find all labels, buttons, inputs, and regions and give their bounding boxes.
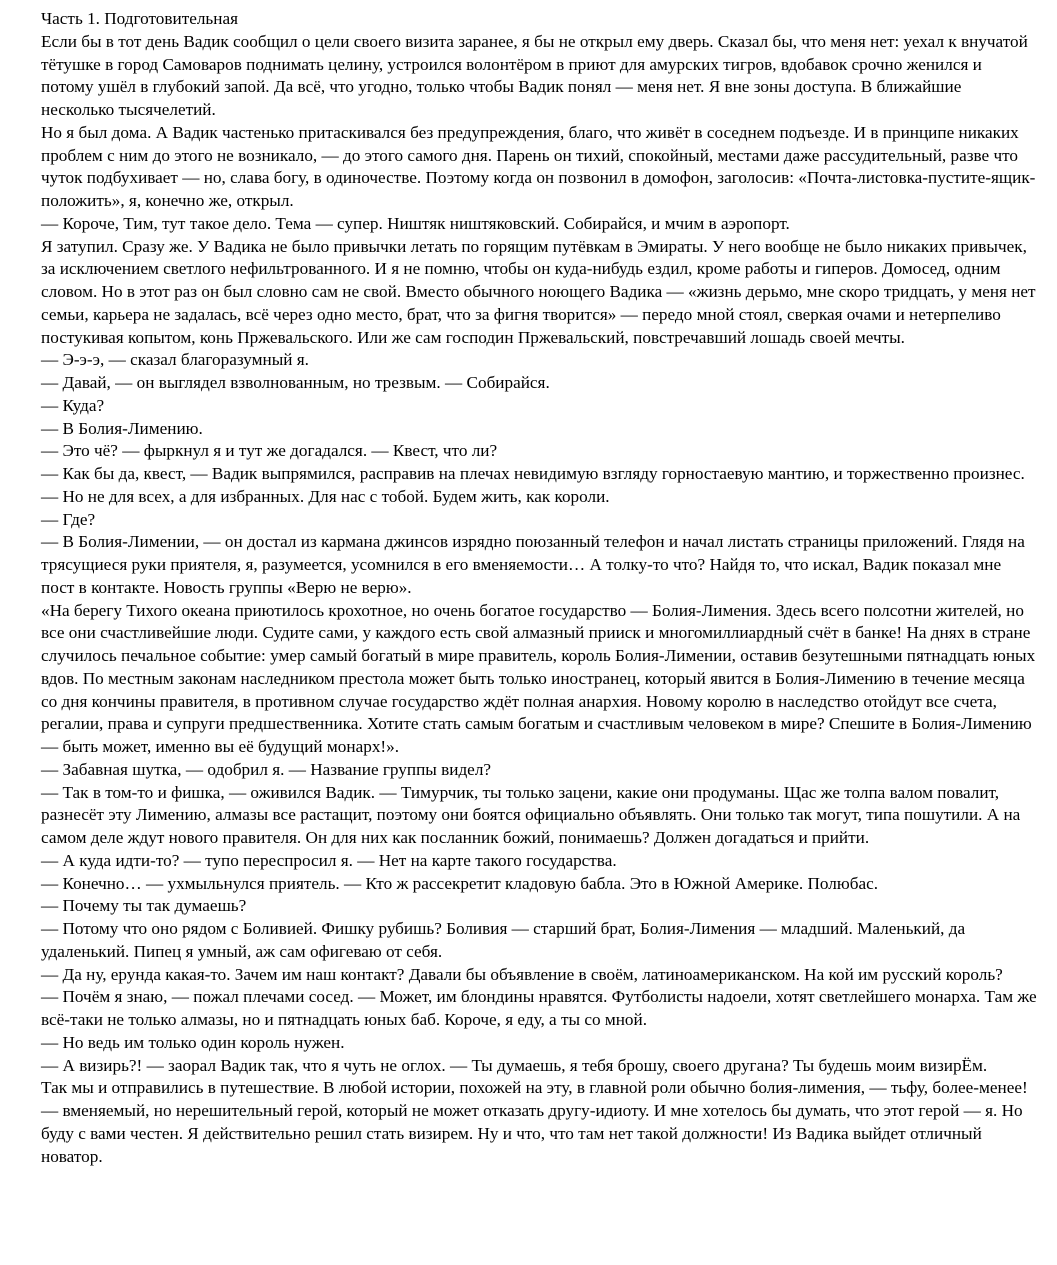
paragraph: — Забавная шутка, — одобрил я. — Название группы видел? — [41, 759, 492, 779]
paragraph: — Короче, Тим, тут такое дело. Тема — супер. Ништяк ништяковский. Собирайся, и мчим в аэропорт. — [41, 213, 790, 233]
paragraph: — Конечно… — ухмыльнулся приятель. — Кто ж рассекретит кладовую бабла. Это в Южной Америке. Полюбас. — [41, 873, 879, 893]
paragraph: — Да ну, ерунда какая-то. Зачем им наш контакт? Давали бы объявление в своём, латиноамериканском. На кой им русский король? — [41, 964, 1003, 984]
paragraph: — А визирь?! — заорал Вадик так, что я чуть не оглох. — Ты думаешь, я тебя брошу, своего другана? Ты будешь моим визирЁм. — [41, 1055, 988, 1075]
paragraph: — Это чё? — фыркнул я и тут же догадался. — Квест, что ли? — [41, 441, 498, 461]
paragraph: Я затупил. Сразу же. У Вадика не было привычки летать по горящим путёвкам в Эмираты. У него вообще не было никаких привычек, за исключением светлого нефильтрованного. И я не помню, чтобы он куда-нибудь ездил, кроме работы и гиперов. Домосед, одним словом. Но в этот раз он был словно сам не свой. Вместо обычного ноющего Вадика — «жизнь дерьмо, мне скоро тридцать, у меня нет семьи, карьера не задалась, всё через одно место, брат, что за фигня творится» — передо мной стоял, сверкая очами и нетерпеливо постукивая копытом, конь Пржевальского. Или же сам господин Пржевальский, повстречавший лошадь своей мечты. — [41, 236, 1036, 347]
paragraph: — Э-э-э, — сказал благоразумный я. — [41, 350, 309, 370]
paragraph: — Почём я знаю, — пожал плечами сосед. — Может, им блондины нравятся. Футболисты надоели, хотят светлейшего монарха. Там же всё-таки не только алмазы, но и пятнадцать юных баб. Короче, я еду, а ты со мной. — [41, 987, 1037, 1029]
paragraph: Так мы и отправились в путешествие. В любой истории, похожей на эту, в главной роли обычно болия-лимения, — тьфу, более-менее! — вменяемый, но нерешительный герой, который не может отказать другу-идиоту. И мне хотелось бы думать, что этот герой — я. Но буду с вами честен. Я действительно решил стать визирем. Ну и что, что там нет такой должности! Из Вадика выйдет отличный новатор. — [41, 1078, 1028, 1166]
paragraph: — В Болия-Лимению. — [41, 418, 203, 438]
chapter-heading: Часть 1. Подготовительная — [41, 9, 238, 28]
paragraph: — А куда идти-то? — тупо переспросил я. — Нет на карте такого государства. — [41, 850, 617, 870]
paragraph: — Давай, — он выглядел взволнованным, но трезвым. — Собирайся. — [41, 373, 550, 392]
paragraph: — Куда? — [41, 395, 105, 415]
paragraph: — Как бы да, квест, — Вадик выпрямился, расправив на плечах невидимую взгляду горностаевую мантию, и торжественно произнес. — Но не для всех, а для избранных. Для нас с тобой. Будем жить, как короли. — [41, 464, 1025, 506]
paragraph: — Потому что оно рядом с Боливией. Фишку рубишь? Боливия — старший брат, Болия-Лимения — младший. Маленький, да удаленький. Пипец я умный, аж сам офигеваю от себя. — [41, 919, 966, 961]
paragraph: Но я был дома. А Вадик частенько притаскивался без предупреждения, благо, что живёт в соседнем подъезде. И в принципе никаких проблем с ним до этого не возникало, — до этого самого дня. Парень он тихий, спокойный, местами даже рассудительный, разве что чуток подбухивает — но, слава богу, в одиночестве. Поэтому когда он позвонил в домофон, заголосив: «Почта-листовка-пустите-ящик-положить», я, конечно же, открыл. — [41, 122, 1036, 210]
paragraph: — Так в том-то и фишка, — оживился Вадик. — Тимурчик, ты только зацени, какие они продуманы. Щас же толпа валом повалит, разнесёт эту Лимению, алмазы все растащит, поэтому они боятся официально объявлять. Они только так могут, типа пошутили. А на самом деле ждут нового правителя. Он для них как посланник божий, понимаешь? Должен догадаться и прийти. — [41, 782, 1021, 847]
paragraph: — Почему ты так думаешь? — [41, 896, 247, 916]
paragraph: — Но ведь им только один король нужен. — [41, 1032, 345, 1052]
paragraph: — Где? — [41, 509, 96, 529]
paragraph: — В Болия-Лимении, — он достал из кармана джинсов изрядно поюзанный телефон и начал листать страницы приложений. Глядя на трясущиеся руки приятеля, я, разумеется, усомнился в его вменяемости… А толку-то что? Найдя то, что искал, Вадик показал мне пост в контакте. Новость группы «Верю не верю». — [41, 532, 1025, 597]
paragraph: «На берегу Тихого океана приютилось крохотное, но очень богатое государство — Болия-Лимения. Здесь всего полсотни жителей, но все они счастливейшие люди. Судите сами, у каждого есть свой алмазный прииск и многомиллиардный счёт в банке! На днях в стране случилось печальное событие: умер самый богатый в мире правитель, король Болия-Лимении, оставив безутешными пятнадцать юных вдов. По местным законам наследником престола может быть только иностранец, который явится в Болия-Лимению в течение месяца со дня кончины правителя, в противном случае государство ждёт полная анархия. Новому королю в наследство отойдут все счета, регалии, права и супруги предшественника. Хотите стать самым богатым и счастливым человеком в мире? Спешите в Болия-Лимению — быть может, именно вы её будущий монарх!». — [41, 600, 1036, 756]
paragraph: Если бы в тот день Вадик сообщил о цели своего визита заранее, я бы не открыл ему дверь. Сказал бы, что меня нет: уехал к внучатой тётушке в город Самоваров поднимать целину, устроился волонтёром в приют для амурских тигров, вдобавок срочно женился и потому ушёл в глубокий запой. Да всё, что угодно, только чтобы Вадик понял — меня нет. Я вне зоны доступа. В ближайшие несколько тысячелетий. — [41, 31, 1028, 119]
